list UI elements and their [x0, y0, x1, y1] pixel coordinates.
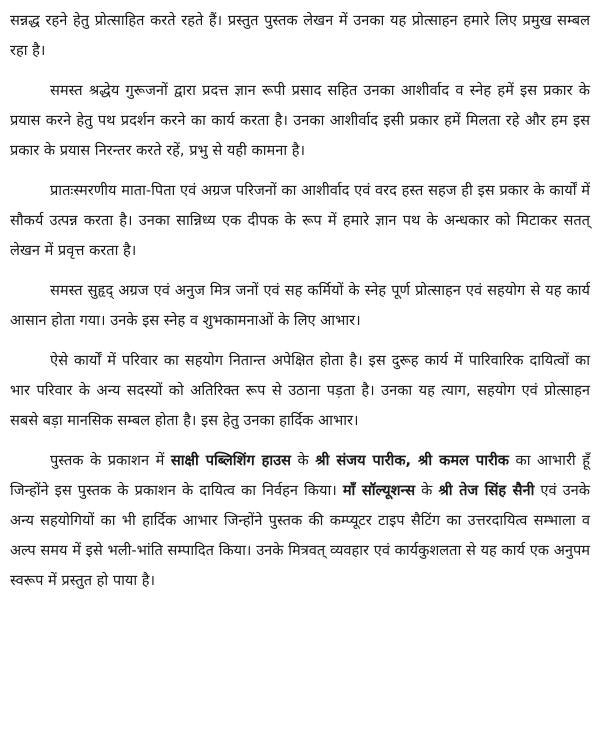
paragraph-4 [10, 276, 590, 336]
typesetter-person: श्री तेज सिंह सैनी [438, 482, 535, 499]
paragraph-6-text-part-3: का आभारी हूँ जिन्होंने इस पुस्तक के प्रकाशन के दायित्व का निर्वहन किया। [10, 452, 590, 499]
paragraph-6-text-part-4: के [415, 482, 439, 499]
paragraph-5 [10, 346, 590, 436]
typesetter-name: माँ सॉल्यूशन्स [342, 482, 416, 499]
paragraph-6-text-part-5: एवं उनके अन्य सहयोगियों का भी हार्दिक आभार जिन्होंने पुस्तक की कम्प्यूटर टाइप सैटिंग का उत्तरदायित्व सम्भाला व अल्प समय में इसे भली-भांति सम्पादित किया। उनके मित्रवत् व्यवहार एवं कार्यकुशलता से यह कार्य एक अनुपम स्वरूप में प्रस्तुत हो पाया है। [10, 482, 590, 589]
paragraph-6 [10, 446, 590, 596]
paragraph-6-text-part-1: पुस्तक के प्रकाशन में [50, 452, 171, 469]
paragraph-1 [10, 6, 590, 66]
paragraph-2 [10, 76, 590, 166]
publisher-persons: श्री संजय पारीक, श्री कमल पारीक [315, 452, 509, 469]
paragraph-3 [10, 176, 590, 266]
paragraph-2-text: समस्त श्रद्धेय गुरूजनों द्वारा प्रदत्त ज्ञान रूपी प्रसाद सहित उनका आशीर्वाद व स्नेह हमें इस प्रकार के प्रयास करने हेतु पथ प्रदर्शन करने का कार्य करता है। उनका आशीर्वाद इसी प्रकार हमें मिलता रहे और हम इस प्रकार के प्रयास निरन्तर करते रहें, प्रभु से यही कामना है। [10, 82, 590, 159]
publisher-name: साक्षी पब्लिशिंग हाउस [170, 452, 292, 469]
paragraph-3-text: प्रातःस्मरणीय माता-पिता एवं अग्रज परिजनों का आशीर्वाद एवं वरद हस्त सहज ही इस प्रकार के कार्यों में सौकर्य उत्पन्न करता है। उनका सान्निध्य एक दीपक के रूप में हमारे ज्ञान पथ के अन्धकार को मिटाकर सतत् लेखन में प्रवृत्त करता है। [10, 182, 590, 259]
paragraph-4-text: समस्त सुहृद् अग्रज एवं अनुज मित्र जनों एवं सह कर्मियों के स्नेह पूर्ण प्रोत्साहन एवं सहयोग से यह कार्य आसान होता गया। उनके इस स्नेह व शुभकामनाओं के लिए आभार। [10, 282, 590, 329]
paragraph-1-text: सन्नद्ध रहने हेतु प्रोत्साहित करते रहते हैं। प्रस्तुत पुस्तक लेखन में उनका यह प्रोत्साहन हमारे लिए प्रमुख सम्बल रहा है। [10, 12, 590, 59]
paragraph-5-text: ऐसे कार्यों में परिवार का सहयोग नितान्त अपेक्षित होता है। इस दुरूह कार्य में पारिवारिक दायित्वों का भार परिवार के अन्य सदस्यों को अतिरिक्त रूप से उठाना पड़ता है। उनका यह त्याग, सहयोग एवं प्रोत्साहन सबसे बड़ा मानसिक सम्बल होता है। इस हेतु उनका हार्दिक आभार। [10, 352, 590, 429]
paragraph-6-text-part-2: के [291, 452, 316, 469]
